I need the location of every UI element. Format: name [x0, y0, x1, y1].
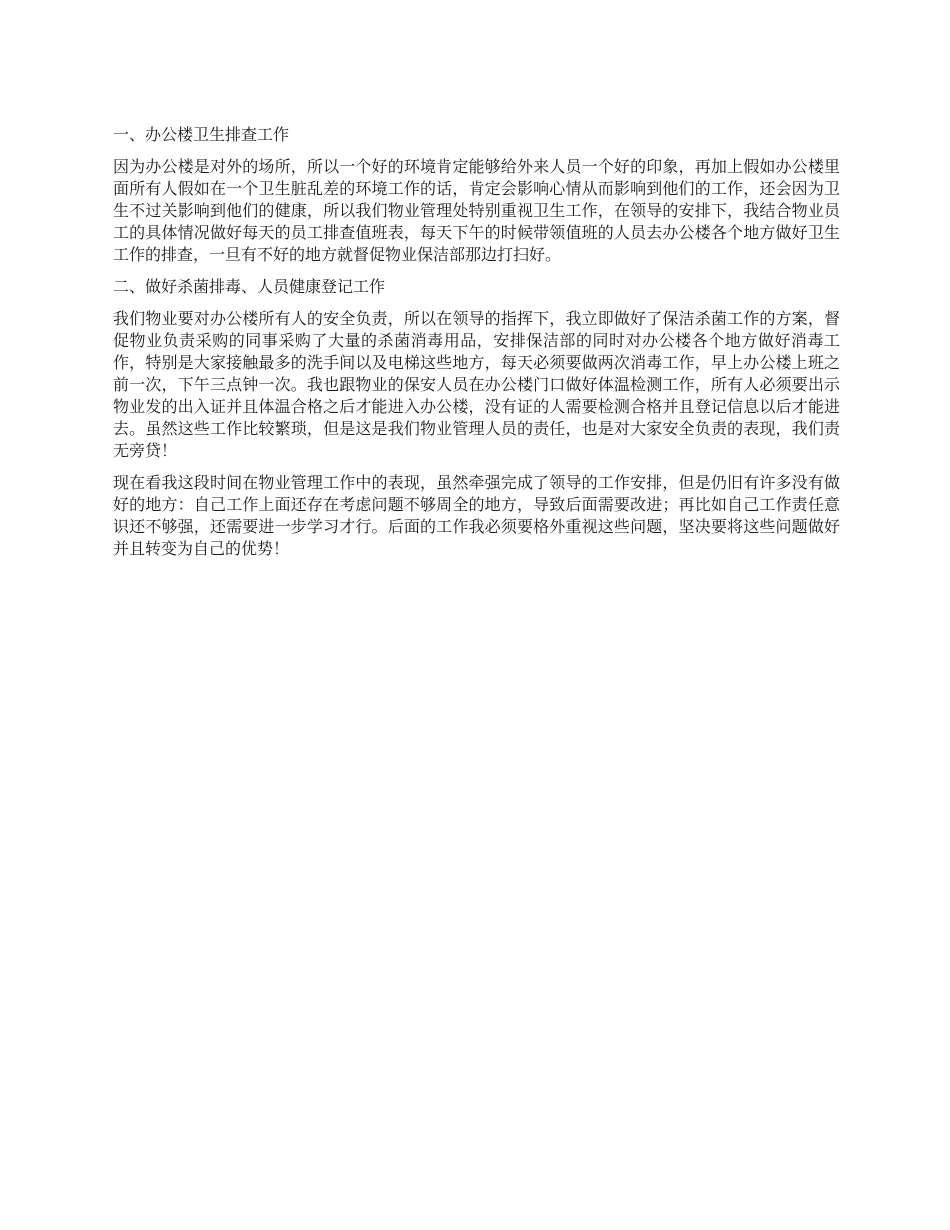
document-page	[113, 124, 840, 570]
section-1-paragraph: 因为办公楼是对外的场所，所以一个好的环境肯定能够给外来人员一个好的印象，再加上假如办公楼里面所有人假如在一个卫生脏乱差的环境工作的话，肯定会影响心情从而影响到他们的工作，还会因为卫生不过关影响到他们的健康，所以我们物业管理处特别重视卫生工作，在领导的安排下，我结合物业员工的具体情况做好每天的员工排查值班表，每天下午的时候带领值班的人员去办公楼各个地方做好卫生工作的排查，一旦有不好的地方就督促物业保洁部那边打扫好。	[113, 157, 840, 264]
closing-paragraph: 现在看我这段时间在物业管理工作中的表现，虽然牵强完成了领导的工作安排，但是仍旧有许多没有做好的地方：自己工作上面还存在考虑问题不够周全的地方，导致后面需要改进；再比如自己工作责任意识还不够强，还需要进一步学习才行。后面的工作我必须要格外重视这些问题，坚决要将这些问题做好并且转变为自己的优势！	[113, 473, 840, 558]
section-1-heading: 一、办公楼卫生排查工作	[113, 125, 290, 144]
section-2-heading: 二、做好杀菌排毒、人员健康登记工作	[113, 277, 386, 296]
section-2-paragraph: 我们物业要对办公楼所有人的安全负责，所以在领导的指挥下，我立即做好了保洁杀菌工作的方案，督促物业负责采购的同事采购了大量的杀菌消毒用品，安排保洁部的同时对办公楼各个地方做好消毒工作，特别是大家接触最多的洗手间以及电梯这些地方，每天必须要做两次消毒工作，早上办公楼上班之前一次，下午三点钟一次。我也跟物业的保安人员在办公楼门口做好体温检测工作，所有人必须要出示物业发的出入证并且体温合格之后才能进入办公楼，没有证的人需要检测合格并且登记信息以后才能进去。虽然这些工作比较繁琐，但是这是我们物业管理人员的责任，也是对大家安全负责的表现，我们责无旁贷！	[113, 309, 840, 460]
